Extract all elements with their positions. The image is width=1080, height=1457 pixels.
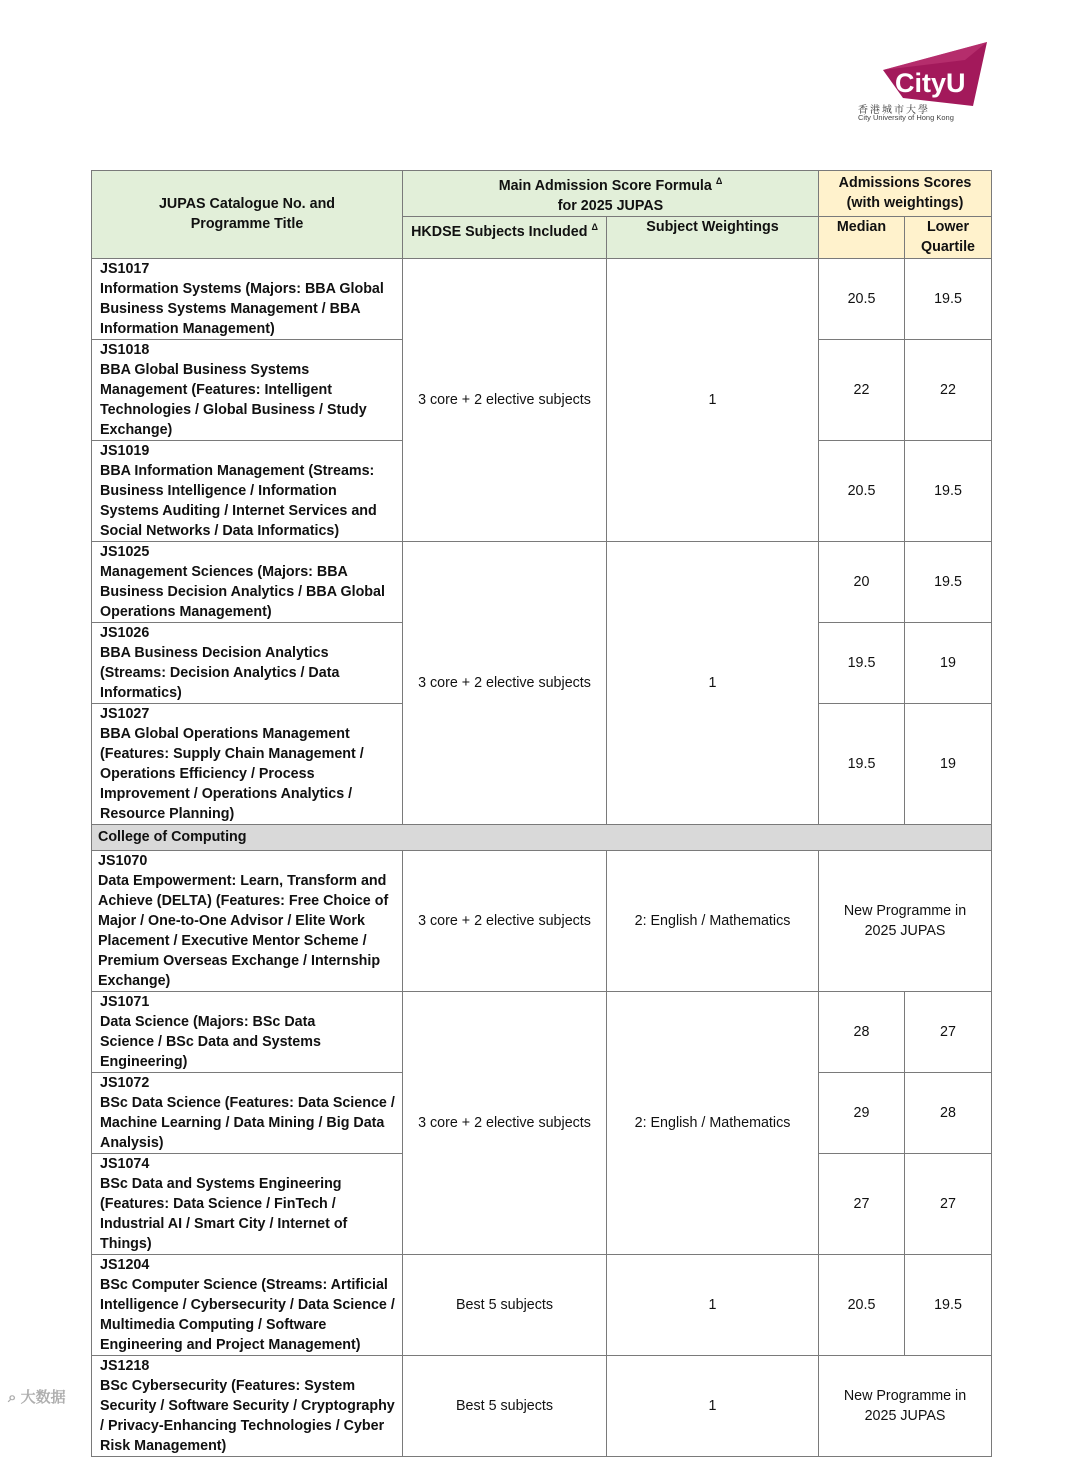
admission-scores-table bbox=[91, 170, 992, 1457]
median-cell: 28 bbox=[819, 991, 905, 1072]
median-cell: 19.5 bbox=[819, 703, 905, 824]
programme-cell: JS1218 BSc Cybersecurity (Features: System Security / Software Security / Cryptography / Privacy-Enhancing Technologies / Cyber Risk Management) bbox=[92, 1355, 403, 1456]
table-row bbox=[92, 824, 992, 850]
lower-quartile-cell: 22 bbox=[905, 339, 992, 440]
weighting-cell: 1 bbox=[607, 541, 819, 824]
header-scores-group: Admissions Scores (with weightings) bbox=[819, 171, 992, 217]
lower-quartile-cell: 27 bbox=[905, 1153, 992, 1254]
header-lower-quartile: Lower Quartile bbox=[905, 216, 992, 258]
logo-wordmark: CityU bbox=[895, 68, 966, 98]
subjects-cell: 3 core + 2 elective subjects bbox=[403, 541, 607, 824]
new-programme-cell: New Programme in 2025 JUPAS bbox=[819, 1355, 992, 1456]
table-row bbox=[92, 1355, 992, 1456]
weighting-cell: 1 bbox=[607, 1254, 819, 1355]
programme-cell: JS1025 Management Sciences (Majors: BBA Business Decision Analytics / BBA Global Operations Management) bbox=[92, 541, 403, 622]
median-cell: 19.5 bbox=[819, 622, 905, 703]
subjects-cell: 3 core + 2 elective subjects bbox=[403, 850, 607, 991]
new-programme-cell: New Programme in 2025 JUPAS bbox=[819, 850, 992, 991]
table-row bbox=[92, 541, 992, 622]
programme-cell: JS1026 BBA Business Decision Analytics (Streams: Decision Analytics / Data Informatics) bbox=[92, 622, 403, 703]
college-heading: College of Computing bbox=[92, 824, 992, 850]
subjects-cell: Best 5 subjects bbox=[403, 1254, 607, 1355]
header-subjects: HKDSE Subjects Included $^\Delta$ bbox=[403, 216, 607, 258]
programme-cell: JS1071 Data Science (Majors: BSc Data Science / BSc Data and Systems Engineering) bbox=[92, 991, 403, 1072]
logo-english-name: City University of Hong Kong bbox=[858, 113, 954, 122]
logo-chinese-name: 香港城市大學 bbox=[858, 105, 930, 116]
lower-quartile-cell: 19.5 bbox=[905, 258, 992, 339]
programme-cell: JS1070 Data Empowerment: Learn, Transform and Achieve (DELTA) (Features: Free Choice of Major / One-to-One Advisor / Elite Work Placement / Executive Mentor Scheme / Premium Overseas Exchange / Internship Exchange) bbox=[92, 850, 403, 991]
table-row bbox=[92, 991, 992, 1072]
median-cell: 20.5 bbox=[819, 440, 905, 541]
programme-cell: JS1019 BBA Information Management (Streams: Business Intelligence / Information Systems Auditing / Internet Services and Social Networks / Data Informatics) bbox=[92, 440, 403, 541]
programme-cell: JS1027 BBA Global Operations Management (Features: Supply Chain Management / Operations Efficiency / Process Improvement / Operations Analytics / Resource Planning) bbox=[92, 703, 403, 824]
lower-quartile-cell: 27 bbox=[905, 991, 992, 1072]
median-cell: 29 bbox=[819, 1072, 905, 1153]
watermark: ⌕ 大数据 bbox=[8, 1389, 66, 1406]
header-weightings: Subject Weightings bbox=[607, 216, 819, 258]
programme-cell: JS1204 BSc Computer Science (Streams: Artificial Intelligence / Cybersecurity / Data Science / Multimedia Computing / Software Engineering and Project Management) bbox=[92, 1254, 403, 1355]
programme-cell: JS1018 BBA Global Business Systems Management (Features: Intelligent Technologies / Global Business / Study Exchange) bbox=[92, 339, 403, 440]
watermark-icon: ⌕ bbox=[8, 1389, 21, 1406]
lower-quartile-cell: 19 bbox=[905, 622, 992, 703]
median-cell: 22 bbox=[819, 339, 905, 440]
table-row bbox=[92, 258, 992, 339]
header-formula-group: Main Admission Score Formula $^\Delta$ for 2025 JUPAS bbox=[403, 171, 819, 217]
lower-quartile-cell: 28 bbox=[905, 1072, 992, 1153]
table-row bbox=[92, 850, 992, 991]
lower-quartile-cell: 19.5 bbox=[905, 1254, 992, 1355]
median-cell: 20.5 bbox=[819, 1254, 905, 1355]
subjects-cell: 3 core + 2 elective subjects bbox=[403, 258, 607, 541]
weighting-cell: 1 bbox=[607, 258, 819, 541]
programme-cell: JS1072 BSc Data Science (Features: Data Science / Machine Learning / Data Mining / Big Data Analysis) bbox=[92, 1072, 403, 1153]
subjects-cell: 3 core + 2 elective subjects bbox=[403, 991, 607, 1254]
lower-quartile-cell: 19.5 bbox=[905, 440, 992, 541]
lower-quartile-cell: 19 bbox=[905, 703, 992, 824]
weighting-cell: 2: English / Mathematics bbox=[607, 991, 819, 1254]
weighting-cell: 1 bbox=[607, 1355, 819, 1456]
median-cell: 20 bbox=[819, 541, 905, 622]
lower-quartile-cell: 19.5 bbox=[905, 541, 992, 622]
header-programme: JUPAS Catalogue No. and Programme Title bbox=[92, 171, 403, 259]
table-row bbox=[92, 1254, 992, 1355]
programme-cell: JS1074 BSc Data and Systems Engineering (Features: Data Science / FinTech / Industrial AI / Smart City / Internet of Things) bbox=[92, 1153, 403, 1254]
median-cell: 27 bbox=[819, 1153, 905, 1254]
weighting-cell: 2: English / Mathematics bbox=[607, 850, 819, 991]
programme-cell: JS1017 Information Systems (Majors: BBA Global Business Systems Management / BBA Information Management) bbox=[92, 258, 403, 339]
subjects-cell: Best 5 subjects bbox=[403, 1355, 607, 1456]
header-median: Median bbox=[819, 216, 905, 258]
median-cell: 20.5 bbox=[819, 258, 905, 339]
